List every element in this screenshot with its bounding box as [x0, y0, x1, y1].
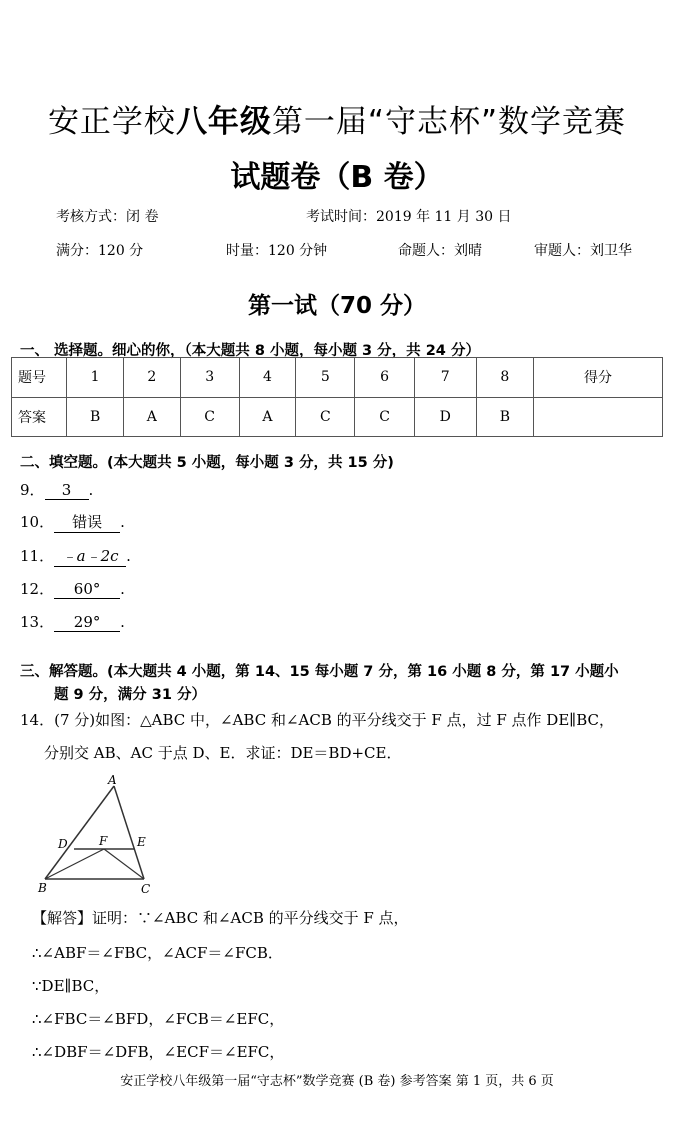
- fill-item-13: 13． 29° .: [20, 613, 125, 631]
- item-answer: 错误: [54, 511, 120, 533]
- answer-cell: A: [124, 397, 180, 437]
- item-number: 9．: [20, 481, 45, 499]
- question-number: 3: [180, 358, 239, 398]
- title-part2: 第一届“守志杯”数学竞赛: [271, 104, 627, 140]
- solution-line: ∴∠DBF＝∠DFB，∠ECF＝∠EFC，: [32, 1043, 285, 1061]
- table-row: [12, 358, 663, 398]
- solution-line: ∵DE∥BC，: [32, 977, 110, 995]
- solution-line: ∴∠ABF＝∠FBC，∠ACF＝∠FCB．: [32, 944, 283, 962]
- exam-method: 考核方式：闭 卷: [56, 209, 159, 225]
- item-number: 12．: [20, 580, 55, 598]
- part3-heading-line1: 三、解答题。(本大题共 4 小题，第 14、15 每小题 7 分，第 16 小题 8 分，第 17 小题小: [20, 664, 619, 680]
- exam-time: 考试时间：2019 年 11 月 30 日: [306, 209, 512, 225]
- title-bold: 八年级: [175, 104, 272, 140]
- segment-cf: [104, 849, 144, 879]
- fill-item-12: 12． 60° .: [20, 580, 125, 598]
- label-a: A: [108, 773, 117, 787]
- item-answer: 3: [45, 481, 89, 500]
- section-title: 第一试（70 分）: [247, 293, 426, 319]
- exam-title: [0, 96, 674, 141]
- label-c: C: [141, 882, 151, 896]
- answer-cell: C: [180, 397, 239, 437]
- side-ac: [114, 786, 144, 879]
- page-footer: 安正学校八年级第一届“守志杯”数学竞赛 (B 卷) 参考答案 第 1 页，共 6 页: [120, 1074, 554, 1089]
- question-number: 2: [124, 358, 180, 398]
- question-number: 1: [67, 358, 124, 398]
- answer-cell: B: [67, 397, 124, 437]
- solution-line: 【解答】证明：∵∠ABC 和∠ACB 的平分线交于 F 点，: [32, 909, 409, 927]
- setter: 命题人：刘晴: [398, 243, 482, 259]
- answer-cell: A: [239, 397, 295, 437]
- item-number: 13．: [20, 613, 55, 631]
- part3-heading-line2: 题 9 分，满分 31 分）: [54, 687, 206, 703]
- answer-cell: C: [355, 397, 414, 437]
- score-header: 得分: [534, 358, 663, 398]
- answer-cell: D: [414, 397, 476, 437]
- answer-table: [11, 357, 663, 437]
- row-label-answer: 答案: [12, 397, 67, 437]
- item-number: 10．: [20, 513, 55, 531]
- label-f: F: [99, 834, 108, 848]
- item-answer: ﹣a﹣2c: [54, 545, 126, 567]
- answer-cell: C: [296, 397, 355, 437]
- fill-item-9: 9． 3 .: [20, 481, 94, 499]
- question-number: 7: [414, 358, 476, 398]
- full-score: 满分：120 分: [56, 243, 144, 259]
- question-number: 5: [296, 358, 355, 398]
- question-number: 8: [476, 358, 533, 398]
- label-b: B: [38, 881, 47, 895]
- q14-line1: 14．(7 分)如图：△ABC 中，∠ABC 和∠ACB 的平分线交于 F 点，过 F 点作 DE∥BC，: [20, 711, 614, 729]
- question-number: 4: [239, 358, 295, 398]
- row-label-number: 题号: [12, 358, 67, 398]
- exam-subtitle: 试题卷（B 卷）: [230, 160, 444, 195]
- item-answer: 60°: [54, 580, 120, 599]
- label-e: E: [137, 835, 146, 849]
- part1-heading: 一、 选择题。细心的你，（本大题共 8 小题，每小题 3 分，共 24 分）: [20, 343, 480, 359]
- item-answer: 29°: [54, 613, 120, 632]
- fill-item-10: 10． 错误 .: [20, 513, 125, 531]
- title-part1: 安正学校: [47, 104, 176, 140]
- triangle-figure: [36, 772, 156, 896]
- segment-bf: [45, 849, 104, 879]
- answer-cell: B: [476, 397, 533, 437]
- fill-item-11: 11． ﹣a﹣2c .: [20, 547, 131, 565]
- item-number: 11．: [20, 547, 55, 565]
- part2-heading: 二、填空题。(本大题共 5 小题，每小题 3 分，共 15 分): [20, 455, 394, 471]
- duration: 时量：120 分钟: [226, 243, 328, 259]
- table-row: [12, 397, 663, 437]
- reviewer: 审题人：刘卫华: [534, 243, 632, 259]
- label-d: D: [58, 837, 68, 851]
- question-number: 6: [355, 358, 414, 398]
- score-cell: [534, 397, 663, 437]
- side-ab: [45, 786, 114, 879]
- q14-line2: 分别交 AB、AC 于点 D、E．求证：DE＝BD+CE．: [44, 744, 402, 762]
- solution-line: ∴∠FBC＝∠BFD，∠FCB＝∠EFC，: [32, 1010, 285, 1028]
